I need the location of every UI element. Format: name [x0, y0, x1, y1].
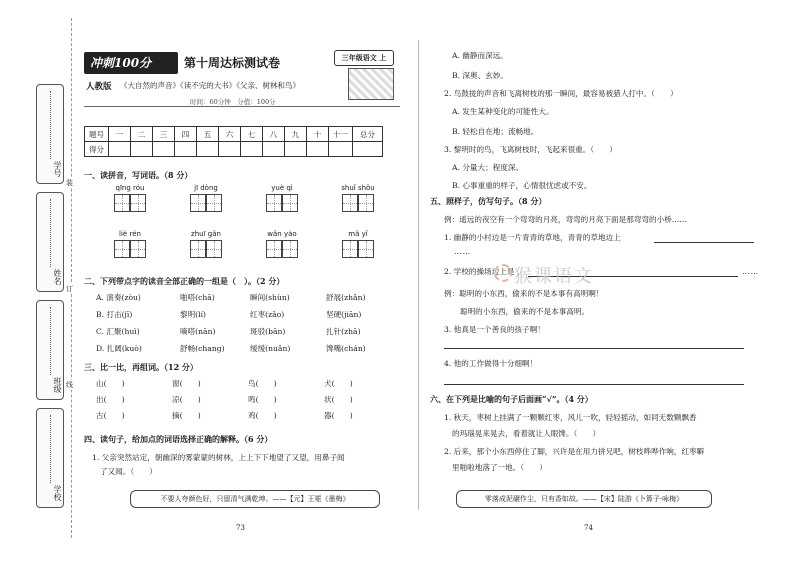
score-cell[interactable]	[153, 142, 175, 157]
option-text: B. 轻松自在地；流畅地。	[452, 127, 539, 136]
compare-item[interactable]: 鸡( )	[248, 411, 277, 420]
example-sentence: 例：遥远的夜空有一个弯弯的月亮，弯弯的月亮下面是那弯弯的小桥……	[444, 215, 687, 224]
compare-item[interactable]: 出( )	[96, 395, 125, 404]
page-number: 74	[584, 524, 593, 532]
compare-item[interactable]: 窗( )	[172, 379, 201, 388]
pinyin-item: qīng róu	[115, 184, 145, 192]
edition-label: 人教版	[86, 82, 112, 92]
answer-line[interactable]	[654, 242, 754, 243]
binding-char: 线	[66, 381, 73, 389]
pinyin-item: liè rén	[119, 230, 141, 238]
score-table-header-row: 题号 一 二 三 四 五 六 七 八 九 十 十一 总分	[85, 127, 383, 142]
page-divider	[418, 40, 419, 510]
question-text[interactable]: 里啪啦地落了一地。（ ）	[452, 463, 547, 472]
compare-item[interactable]: 凉( )	[172, 395, 201, 404]
compare-item[interactable]: 摘( )	[172, 411, 201, 420]
score-table	[84, 126, 383, 157]
compare-item[interactable]: 器( )	[324, 411, 353, 420]
option-row[interactable]: A. 演奏(zòu) 啪嗒(chā) 瞬间(shùn) 舒展(zhǎn)	[96, 293, 366, 302]
example-sentence: 例：聪明的小东西，偷来的不是本事有高明啊！	[444, 289, 604, 298]
answer-line[interactable]	[444, 384, 744, 385]
score-cell[interactable]	[131, 142, 153, 157]
option-text: A. 发生某种变化的可能性大。	[452, 107, 554, 116]
question-text: 1. 幽静的小村边是一片青青的草地，青青的草地边上	[444, 233, 621, 242]
student-id-field[interactable]: 学号	[36, 84, 64, 184]
score-cell[interactable]	[109, 142, 131, 157]
question-text[interactable]: 了又闻。（ ）	[100, 467, 157, 476]
pinyin-item: yuè qì	[271, 184, 293, 192]
class-field[interactable]: 班级	[36, 300, 64, 400]
option-text: B. 深奥、玄妙。	[452, 71, 508, 80]
score-cell[interactable]	[353, 142, 383, 157]
section-4-heading: 四、读句子，给加点的词语选择正确的解释。（6 分）	[84, 434, 273, 444]
question-text: 2. 学校的操场边上是	[444, 267, 515, 276]
char-grid[interactable]	[168, 240, 244, 258]
binding-char: 订	[66, 285, 73, 293]
question-text[interactable]: 的玛瑙晃来晃去，看着就让人眼馋。（ ）	[452, 429, 601, 438]
score-cell[interactable]	[263, 142, 285, 157]
watermark-icon	[494, 264, 512, 282]
section-5-heading: 五、照样子，仿写句子。（8 分）	[430, 196, 547, 206]
exam-meta: 时间：60分钟 分值：100分	[190, 98, 276, 106]
divider	[84, 106, 400, 107]
compare-row	[96, 410, 396, 421]
char-grid[interactable]	[320, 194, 396, 212]
student-info-sidebar	[32, 72, 68, 508]
lesson-subtitle: 《大自然的声音》《读不完的大书》《父亲、树林和鸟》	[120, 81, 300, 90]
score-cell[interactable]	[197, 142, 219, 157]
cover-illustration	[348, 68, 394, 100]
char-grid[interactable]	[92, 240, 168, 258]
example-sentence: 聪明的小东西，偷来的不是本事高明。	[460, 307, 590, 316]
question-text[interactable]: 2. 鸟鼓拢的声音和飞离树枝的那一瞬间，最容易被猎人打中。（ ）	[444, 89, 678, 98]
char-grid[interactable]	[92, 194, 168, 212]
option-row[interactable]: D. 扎阔(kuò) 舒畅(chang) 缓缓(nuǎn) 馋嘴(chán)	[96, 344, 366, 353]
option-text: B. 心事重重的样子，心情很忧虑或不安。	[452, 181, 592, 190]
score-cell[interactable]	[219, 142, 241, 157]
answer-line[interactable]	[444, 348, 744, 349]
question-text: 1. 秋天，枣树上挂满了一颗颗红枣，风儿一吹，轻轻摇动，如同无数颗飘香	[444, 413, 697, 422]
score-cell[interactable]	[175, 142, 197, 157]
question-text: 2. 后来，那个小东西停住了脚，兴许是在用力拼兄吧，树枝哗哗作响，红枣噼	[444, 447, 705, 456]
grade-badge: 三年级语文 上	[334, 50, 394, 66]
score-cell[interactable]	[329, 142, 353, 157]
compare-item[interactable]: 鸣( )	[248, 395, 277, 404]
option-text: A. 分量大；程度深。	[452, 163, 524, 172]
score-cell[interactable]	[241, 142, 263, 157]
page-title: 第十周达标测试卷	[184, 56, 281, 70]
char-grid[interactable]	[320, 240, 396, 258]
score-cell[interactable]	[307, 142, 329, 157]
pinyin-row	[92, 230, 396, 258]
student-name-field[interactable]: 姓名	[36, 192, 64, 292]
compare-row	[96, 378, 396, 389]
section-2-heading: 二、下列带点字的读音全部正确的一组是（ ）。（2 分）	[84, 276, 285, 286]
pinyin-item: zhuī gǎn	[191, 230, 221, 238]
char-grid[interactable]	[244, 240, 320, 258]
question-text[interactable]: 3. 黎明时的鸟，飞离树枝时，飞起来很重。（ ）	[444, 145, 617, 154]
compare-item[interactable]: 古( )	[96, 411, 125, 420]
score-table-score-row: 得分	[85, 142, 383, 157]
question-text: 1. 父亲突然站定，朝幽深的雾蒙蒙的树林，上上下下地望了又望，用鼻子闻	[92, 453, 345, 462]
question-text: 3. 他真是一个善良的孩子啊！	[444, 325, 545, 334]
char-grid[interactable]	[168, 194, 244, 212]
char-grid[interactable]	[244, 194, 320, 212]
compare-item[interactable]: 山( )	[96, 379, 125, 388]
ellipsis: ……	[742, 267, 760, 276]
option-text: A. 幽静而深远。	[452, 51, 508, 60]
section-6-heading: 六、在下列是比喻的句子后面画“√”。（4 分）	[430, 394, 593, 404]
section-2-options	[96, 292, 396, 354]
quote-box: 零落成泥碾作尘，只有香如故。——【宋】陆游《卜算子·咏梅》	[456, 490, 712, 508]
ellipsis: ……	[454, 247, 472, 256]
compare-item[interactable]: 犬( )	[324, 379, 353, 388]
school-field[interactable]: 学校	[36, 408, 64, 508]
pinyin-item: mǎ yǐ	[348, 230, 368, 238]
section-3-heading: 三、比一比，再组词。（12 分）	[84, 362, 198, 372]
pinyin-row	[92, 184, 396, 212]
compare-item[interactable]: 状( )	[324, 395, 353, 404]
page-number: 73	[236, 524, 245, 532]
pinyin-item: wǎn yào	[267, 230, 297, 238]
option-row[interactable]: C. 汇聚(huì) 嘀嗒(nān) 斑驳(bān) 扎针(zhā)	[96, 327, 361, 336]
quote-box: 不要人夸颜色好，只留清气满乾坤。——【元】王冕《墨梅》	[130, 490, 380, 508]
question-text: 4. 他的工作做得十分细啊！	[444, 359, 538, 368]
option-row[interactable]: B. 打击(jī) 黎明(lí) 红枣(zǎo) 坚硬(jiān)	[96, 310, 362, 319]
score-cell[interactable]	[285, 142, 307, 157]
binding-char: 装	[66, 179, 73, 187]
section-3-grid	[96, 378, 396, 421]
brand-logo: 冲刺100分	[84, 52, 178, 74]
compare-row	[96, 394, 396, 405]
pinyin-item: jī dòng	[194, 184, 218, 192]
section-1-heading: 一、读拼音，写词语。（8 分）	[84, 170, 193, 180]
compare-item[interactable]: 鸟( )	[248, 379, 277, 388]
watermark: 猴课语文	[514, 266, 594, 287]
pinyin-item: shuǐ shǒu	[341, 184, 375, 192]
binding-line	[71, 18, 72, 538]
